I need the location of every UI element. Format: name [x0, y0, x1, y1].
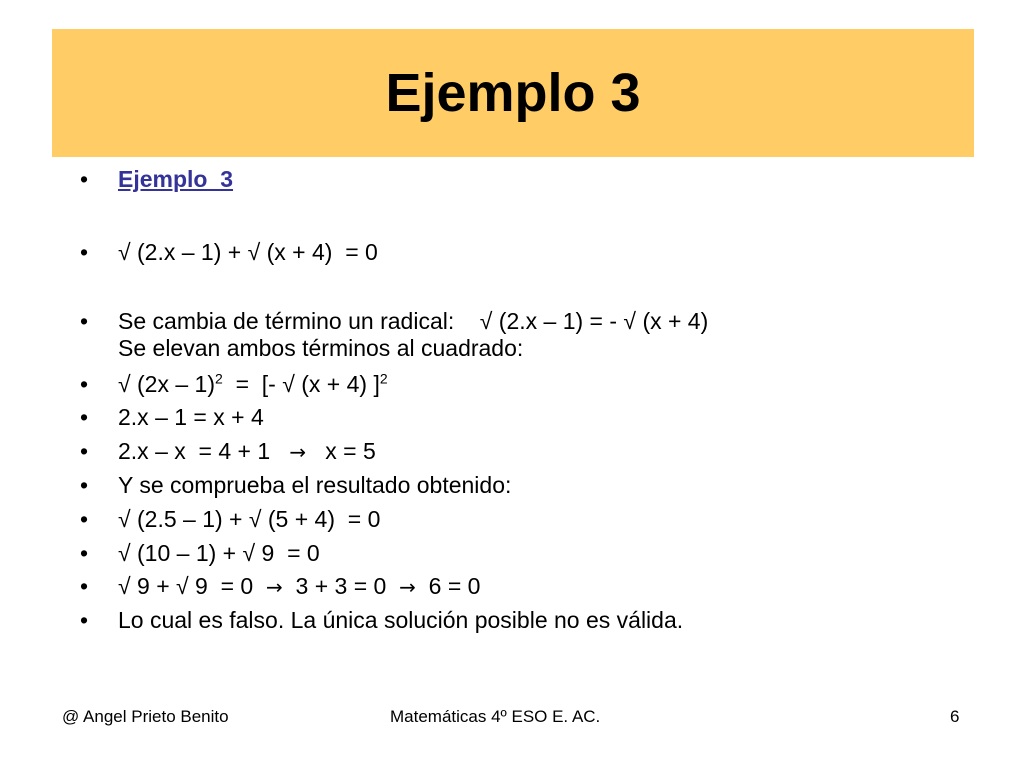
bullet-icon: • [80, 239, 89, 265]
arrow-right-icon: → [399, 575, 416, 599]
squared-equation [118, 371, 388, 398]
bullet-icon: • [80, 573, 89, 599]
title-bar [52, 29, 974, 157]
equation-part: √ 9 + √ 9 = 0 [118, 573, 266, 599]
bullet-icon: • [80, 506, 89, 532]
footer-author: @ Angel Prieto Benito [62, 707, 229, 726]
equation-part: x = 5 [306, 438, 376, 464]
bullet-icon: • [80, 472, 89, 498]
bullet-icon: • [80, 371, 89, 397]
exponent: 2 [215, 370, 223, 387]
equation: √ (10 – 1) + √ 9 = 0 [118, 540, 320, 566]
equation-part: 3 + 3 = 0 [282, 573, 400, 599]
equation [118, 438, 376, 466]
step-text: Se cambia de término un radical: √ (2.x – 1) = - √ (x + 4) [118, 308, 709, 334]
exponent: 2 [379, 370, 388, 387]
arrow-right-icon: → [289, 440, 307, 464]
step-text: Se elevan ambos términos al cuadrado: [118, 335, 524, 361]
bullet-icon: • [80, 166, 89, 192]
bullet-icon: • [80, 438, 89, 464]
bullet-icon: • [80, 404, 89, 430]
equation-part: 6 = 0 [415, 573, 481, 599]
slide-title: Ejemplo 3 [385, 63, 641, 123]
equation: √ (2.5 – 1) + √ (5 + 4) = 0 [118, 506, 381, 532]
equation: 2.x – 1 = x + 4 [118, 404, 264, 430]
arrow-right-icon: → [266, 575, 283, 599]
step-text: Y se comprueba el resultado obtenido: [118, 472, 512, 498]
bullet-icon: • [80, 308, 89, 334]
page-number: 6 [950, 707, 960, 726]
equation-part: 2.x – x = 4 + 1 [118, 438, 290, 464]
bullet-icon: • [80, 607, 89, 633]
equation-part: = [- √ (x + 4) ] [222, 371, 380, 397]
equation-part: √ (2x – 1) [118, 371, 215, 397]
conclusion-text: Lo cual es falso. La única solución posible no es válida. [118, 607, 684, 633]
footer-course: Matemáticas 4º ESO E. AC. [390, 707, 601, 726]
equation [118, 573, 480, 601]
equation: √ (2.x – 1) + √ (x + 4) = 0 [118, 239, 378, 265]
bullet-icon: • [80, 540, 89, 566]
example-link[interactable]: Ejemplo 3 [118, 166, 234, 192]
